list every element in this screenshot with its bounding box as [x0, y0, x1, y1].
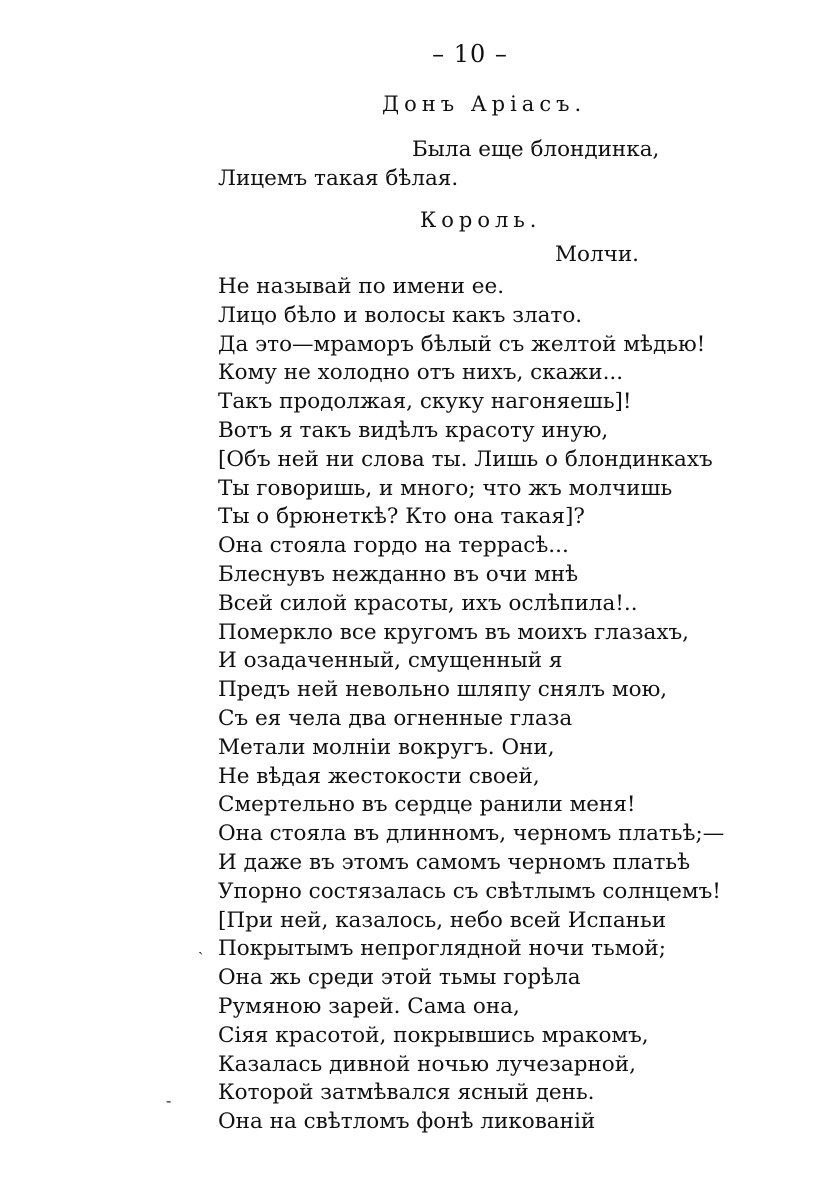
verse-line: Предъ ней невольно шляпу снялъ мою,	[218, 677, 668, 703]
speaker-name-king: Король.	[420, 208, 542, 232]
verse-line: Блеснувъ нежданно въ очи мнѣ	[218, 561, 579, 587]
verse-line: Сіяя красотой, покрывшись мракомъ,	[218, 1022, 649, 1048]
verse-line: Была еще блондинка,	[412, 137, 660, 162]
verse-line: Не вѣдая жестокости своей,	[218, 763, 540, 789]
verse-line: Померкло все кругомъ въ моихъ глазахъ,	[218, 619, 689, 645]
verse-line: Ты говоришь, и много; что жъ молчишь	[218, 475, 673, 501]
verse-line: И даже въ этомъ самомъ черномъ платьѣ	[218, 849, 691, 875]
verse-line: [При ней, казалось, небо всей Испаньи	[218, 907, 667, 933]
verse-line: И озадаченный, смущенный я	[218, 648, 563, 674]
verse-line: Вотъ я такъ видѣлъ красоту иную,	[218, 417, 609, 443]
verse-line: Она на свѣтломъ фонѣ ликованій	[218, 1109, 596, 1135]
verse-line: Молчи.	[555, 242, 639, 267]
verse-line: Упорно состязалась съ свѣтлымъ солнцемъ!	[218, 878, 721, 904]
verse-line: Съ ея чела два огненные глаза	[218, 705, 573, 731]
verse-line: Она стояла гордо на террасѣ...	[218, 533, 569, 559]
verse-line: Кому не холодно отъ нихъ, скажи...	[218, 360, 624, 386]
verse-line: Ты о брюнеткѣ? Кто она такая]?	[218, 504, 585, 530]
verse-block	[218, 273, 724, 1137]
verse-line: Смертельно въ сердце ранили меня!	[218, 792, 636, 818]
verse-line: Лицемъ такая бѣлая.	[218, 166, 459, 191]
margin-mark: ˏ	[198, 936, 204, 955]
speaker-name-don-arias: Донъ Аріасъ.	[382, 92, 587, 116]
verse-line: Она жь среди этой тьмы горѣла	[218, 965, 581, 991]
verse-line: Казалась дивной ночью лучезарной,	[218, 1051, 636, 1077]
verse-line: Всей силой красоты, ихъ ослѣпила!..	[218, 590, 638, 616]
verse-line: Румяною зарей. Сама она,	[218, 993, 520, 1019]
margin-mark: -	[166, 1091, 172, 1110]
verse-line: Которой затмѣвался ясный день.	[218, 1080, 595, 1106]
verse-line: Она стояла въ длинномъ, черномъ платьѣ;—	[218, 821, 725, 847]
verse-line: Покрытымъ непроглядной ночи тьмой;	[218, 936, 666, 962]
verse-line: Метали молніи вокругъ. Они,	[218, 734, 555, 760]
verse-line: [Объ ней ни слова ты. Лишь о блондинкахъ	[218, 446, 713, 472]
verse-line: Лицо бѣло и волосы какъ злато.	[218, 302, 583, 328]
verse-line: Не называй по имени ее.	[218, 274, 505, 299]
verse-line: Да это—мраморъ бѣлый съ желтой мѣдью!	[218, 331, 706, 357]
page-number: – 10 –	[432, 40, 508, 68]
verse-line: Такъ продолжая, скуку нагоняешь]!	[218, 389, 632, 415]
